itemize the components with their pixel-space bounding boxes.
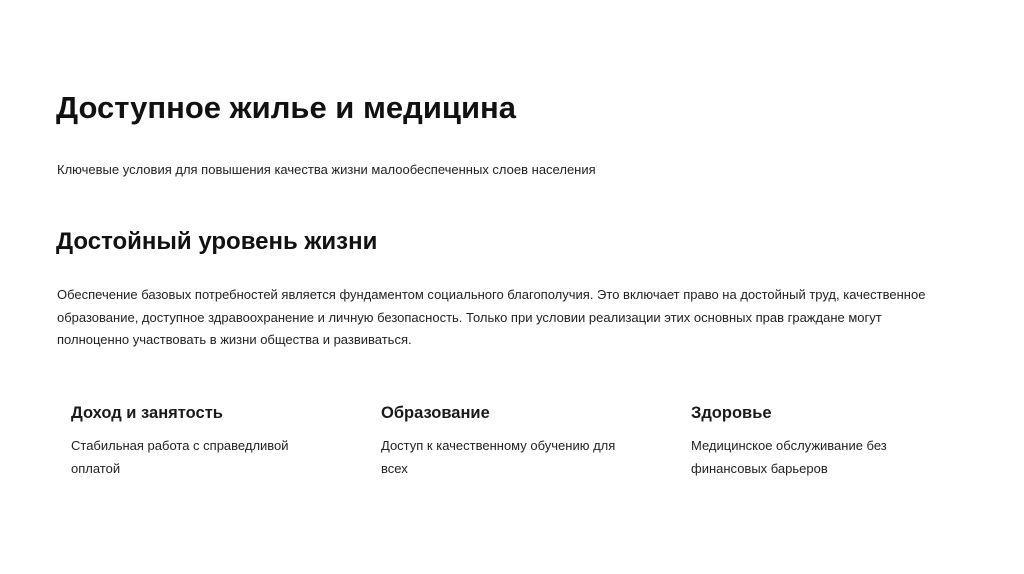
card-education <box>381 401 631 480</box>
card-title: Здоровье <box>691 404 772 422</box>
card-health <box>691 401 941 480</box>
card-income-employment <box>71 401 321 480</box>
page-title: Доступное жилье и медицина <box>56 90 516 125</box>
page-subtitle: Ключевые условия для повышения качества жизни малообеспеченных слоев населения <box>57 162 596 177</box>
card-title: Образование <box>381 404 490 422</box>
section-heading: Достойный уровень жизни <box>56 228 378 255</box>
card-text: Доступ к качественному обучению для всех <box>381 438 616 476</box>
card-text: Стабильная работа с справедливой оплатой <box>71 438 289 476</box>
card-text: Медицинское обслуживание без финансовых барьеров <box>691 438 887 476</box>
card-title: Доход и занятость <box>71 404 223 422</box>
section-body-text: Обеспечение базовых потребностей является фундаментом социального благополучия. Это включает право на достойный труд, качественное образование, доступное здравоохранение и личную безопасность. Только при условии реализации этих основных прав граждане могут полноценно участвовать в жизни общества и развиваться. <box>57 287 926 347</box>
